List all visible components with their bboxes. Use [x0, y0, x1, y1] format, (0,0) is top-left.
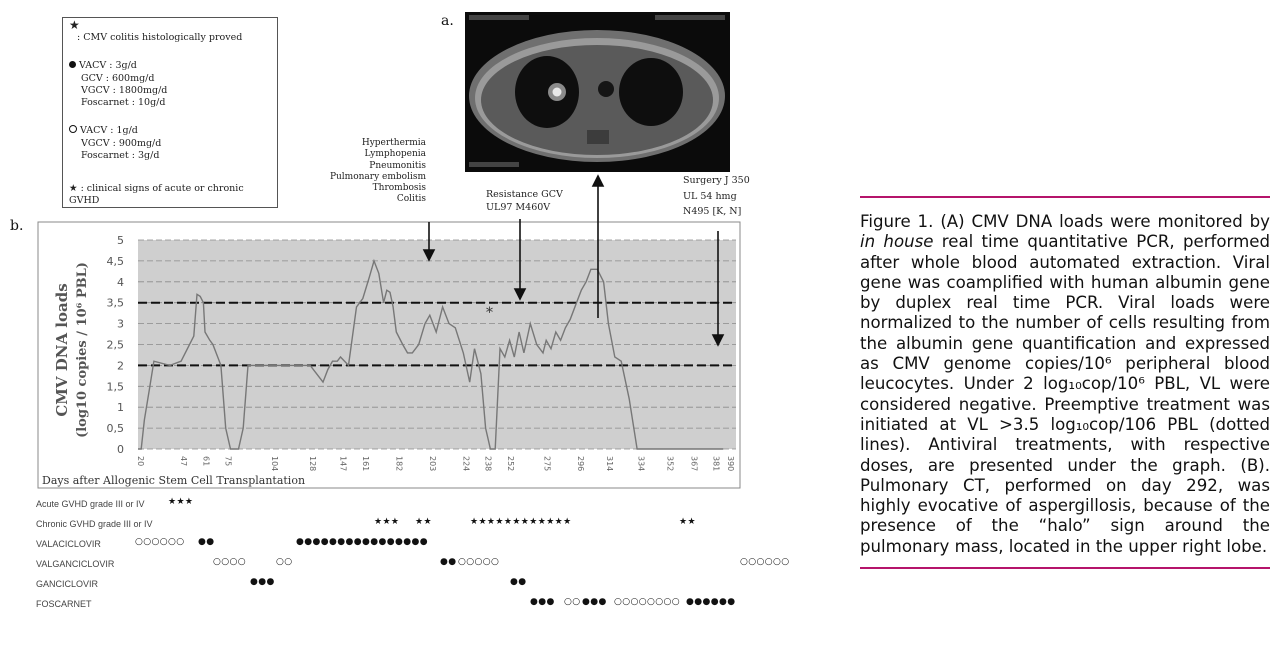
treatment-marks: ○○	[564, 597, 581, 607]
legend-black-item-3: Foscarnet : 10g/d	[81, 97, 166, 108]
treatment-marks: ○○○○○○	[740, 557, 790, 567]
panel-b-label: b.	[10, 218, 24, 234]
x-tick-label: 275	[542, 456, 552, 472]
annotation-line: Thrombosis	[372, 183, 426, 194]
x-tick-label: 238	[483, 456, 493, 472]
y-tick-label: 5	[117, 234, 124, 247]
y-tick-label: 4	[117, 275, 124, 289]
legend-white-item-2: Foscarnet : 3g/d	[81, 150, 160, 161]
y-tick-label: 0,5	[106, 422, 124, 436]
treatment-marks: ★★★★★★★★★★★★	[470, 517, 572, 527]
treatment-label: FOSCARNET	[36, 599, 92, 609]
treatment-row	[0, 597, 740, 613]
x-tick-label: 367	[689, 456, 699, 472]
y-tick-label: 4,5	[106, 254, 124, 268]
legend-black-header: VACV : 3g/d	[79, 60, 137, 71]
x-tick-label: 161	[360, 456, 370, 472]
x-tick-label: 224	[461, 456, 471, 472]
legend-white-header: VACV : 1g/d	[80, 125, 138, 136]
panel-a-label: a.	[441, 13, 454, 29]
y-tick-label: 3,5	[106, 296, 124, 310]
x-tick-label: 314	[604, 456, 614, 472]
x-tick-label: 182	[394, 456, 404, 472]
treatment-marks: ★★★	[168, 497, 194, 507]
x-tick-label: 390	[726, 456, 736, 472]
caption-part1: (A) CMV DNA loads were monitored by	[940, 212, 1270, 231]
x-tick-label: 352	[665, 456, 675, 472]
legend-star-text: : CMV colitis histologically proved	[77, 32, 243, 43]
annotation-line: Pulmonary embolism	[329, 171, 426, 182]
treatment-marks: ●●●	[582, 597, 607, 607]
annotation-line: N495 [K, N]	[683, 206, 742, 217]
treatment-marks: ●●●●●●	[686, 597, 736, 607]
treatment-marks: ○○○○○○	[135, 537, 185, 547]
colitis-star-icon: *	[486, 305, 493, 321]
annotation-line: Lymphopenia	[364, 149, 426, 160]
x-tick-label: 252	[505, 456, 515, 472]
treatment-marks: ●●	[198, 537, 215, 547]
treatment-label: VALGANCICLOVIR	[36, 559, 115, 569]
caption-paragraph	[860, 212, 1270, 557]
x-tick-label: 104	[269, 456, 279, 472]
treatment-label: GANCICLOVIR	[36, 579, 99, 589]
y-axis-label-line2: (log10 copies / 10⁶ PBL)	[75, 262, 90, 438]
treatment-label: VALACICLOVIR	[36, 539, 101, 549]
annotation-line: UL 54 hmg	[683, 190, 737, 202]
treatment-marks: ★★★	[374, 517, 400, 527]
y-axis-label-line1: CMV DNA loads	[53, 283, 71, 417]
treatment-row	[0, 537, 740, 553]
treatment-row	[0, 497, 740, 513]
legend-gvhd-text: : clinical signs of acute or chronic GVHD	[69, 183, 244, 206]
treatment-marks: ●●	[440, 557, 457, 567]
x-tick-label: 296	[576, 456, 586, 472]
x-tick-label: 334	[636, 456, 646, 472]
y-tick-label: 0	[117, 443, 124, 456]
annotation-line: UL97 M460V	[486, 202, 551, 213]
y-tick-label: 2	[117, 359, 124, 373]
treatment-marks: ●●●	[530, 597, 555, 607]
annotation-line: Hyperthermia	[361, 138, 426, 148]
legend-black-item-2: VGCV : 1800mg/d	[81, 85, 168, 96]
x-tick-label: 203	[427, 456, 437, 472]
y-tick-label: 1	[117, 401, 124, 415]
x-tick-label: 128	[308, 456, 318, 472]
x-tick-label: 75	[223, 456, 233, 467]
treatment-marks: ○○	[276, 557, 293, 567]
treatment-marks: ○○○○○○○○	[614, 597, 681, 607]
y-tick-label: 2,5	[106, 338, 124, 352]
x-tick-label: 381	[711, 456, 721, 472]
annotation-line: Resistance GCV	[486, 189, 563, 200]
treatment-marks: ●●●	[250, 577, 275, 587]
treatment-marks: ★★	[415, 517, 432, 527]
annotation-line: Colitis	[396, 194, 426, 205]
x-tick-label: 47	[179, 456, 189, 467]
treatment-marks: ○○○○	[213, 557, 247, 567]
figure-caption	[860, 196, 1270, 569]
x-tick-label: 147	[338, 456, 348, 472]
treatment-marks: ●●	[510, 577, 527, 587]
caption-part2: real time quantitative PCR, performed after whole blood automated extraction. Viral gene was coamplified with human albumin gene by duplex real time PCR. Viral loads were normalized to the number of cells resulting from the albumin gene quantification and expressed as CMV genome copies/10⁶ peripheral blood leucocytes. Under 2 log₁₀cop/10⁶ PBL, VL were considered negative. Preemptive treatment was initiated at VL >3.5 log₁₀cop/106 PBL (dotted lines). Antiviral treatments, with respective doses, are presented under the graph. (B). Pulmonary CT, performed on day 292, was highly evocative of aspergillosis, because of the presence of the “halo” sign around the pulmonary mass, located in the upper right lobe.	[860, 232, 1270, 556]
treatment-row	[0, 557, 790, 573]
treatment-row	[0, 517, 740, 533]
treatment-marks: ○○○○○	[458, 557, 500, 567]
treatment-label: Chronic GVHD grade III or IV	[36, 519, 153, 529]
y-tick-label: 1,5	[106, 380, 124, 394]
small-star-icon: ★	[69, 183, 78, 194]
x-tick-label: 20	[136, 456, 145, 467]
x-tick-label: 61	[201, 456, 211, 467]
treatment-marks: ★★	[679, 517, 696, 527]
caption-italic: in house	[860, 232, 934, 252]
treatment-marks: ●●●●●●●●●●●●●●●●	[296, 537, 429, 547]
treatment-row	[0, 577, 740, 593]
annotation-line: Pneumonitis	[369, 160, 426, 171]
legend-black-item-1: GCV : 600mg/d	[81, 73, 155, 84]
y-tick-label: 3	[117, 317, 124, 331]
caption-title: Figure 1.	[860, 212, 934, 231]
treatment-label: Acute GVHD grade III or IV	[36, 499, 145, 509]
x-axis-label: Days after Allogenic Stem Cell Transplantation	[42, 474, 306, 487]
annotation-line: Surgery J 350	[683, 175, 750, 186]
star-symbol: ★	[69, 18, 80, 32]
legend-white-item-1: VGCV : 900mg/d	[81, 138, 162, 149]
